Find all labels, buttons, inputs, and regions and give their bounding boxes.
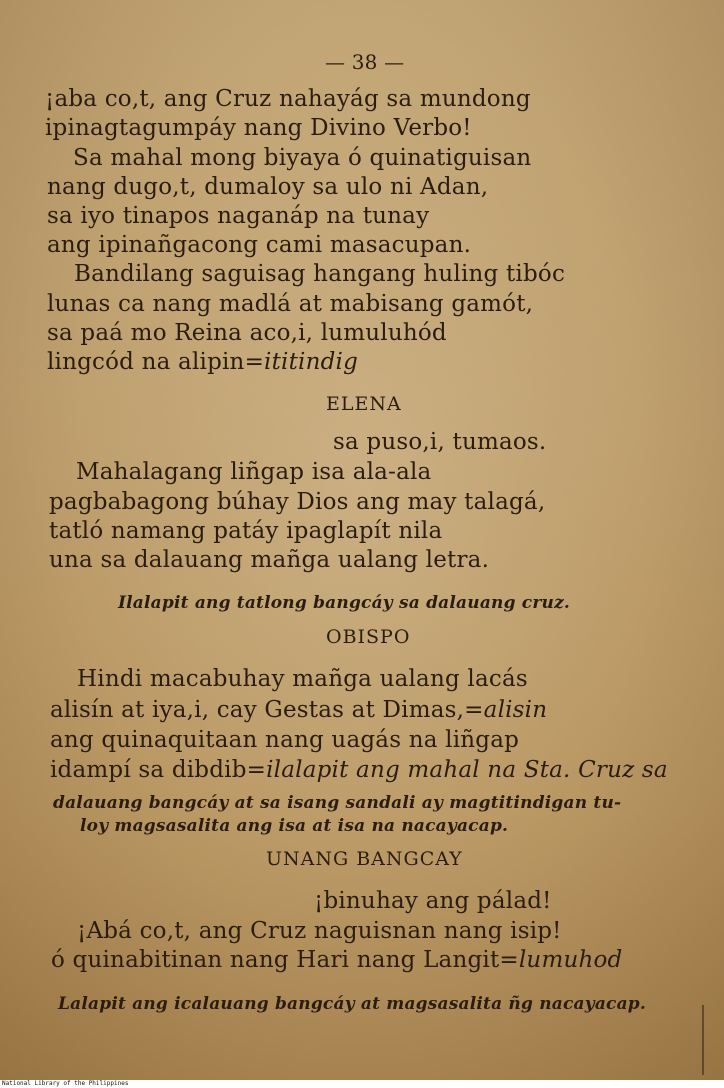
verse-line: sa iyo tinapos naganáp na tunay bbox=[47, 203, 430, 229]
stage-direction: loy magsasalita ang isa at isa na nacayacap. bbox=[80, 816, 509, 836]
stage-direction-inline: alisin bbox=[483, 697, 548, 723]
verse-line: ipinagtagumpáy nang Divino Verbo! bbox=[45, 115, 472, 141]
verse-line: Mahalagang liñgap isa ala-ala bbox=[76, 459, 432, 485]
verse-line: ¡aba co,t, ang Cruz nahayág sa mundong bbox=[45, 86, 531, 112]
stage-direction: Lalapit ang icalauang bangcáy at magsasalita ñg nacayacap. bbox=[58, 994, 647, 1014]
footer-credit: National Library of the Philippines bbox=[2, 1080, 129, 1087]
verse-line: Hindi macabuhay mañga ualang lacás bbox=[77, 666, 528, 692]
verse-line: ang quinaquitaan nang uagás na liñgap bbox=[50, 727, 520, 753]
speaker-heading: UNANG BANGCAY bbox=[266, 848, 463, 870]
verse-line: pagbabagong búhay Dios ang may talagá, bbox=[49, 489, 546, 515]
speaker-heading: ELENA bbox=[326, 393, 402, 415]
verse-line: lingcód na alipin=ititindig bbox=[47, 349, 359, 375]
verse-line: sa puso,i, tumaos. bbox=[333, 429, 547, 455]
verse-line: ang ipinañgacong cami masacupan. bbox=[47, 232, 472, 258]
page-number: — 38 — bbox=[325, 50, 405, 74]
verse-line: una sa dalauang mañga ualang letra. bbox=[49, 547, 490, 573]
stage-direction: Ilalapit ang tatlong bangcáy sa dalauang cruz. bbox=[118, 593, 571, 613]
verse-line: lunas ca nang madlá at mabisang gamót, bbox=[47, 291, 534, 317]
verse-line: idampí sa dibdib=ilalapit ang mahal na Sta. Cruz sa bbox=[50, 757, 668, 783]
verse-line: ¡binuhay ang pálad! bbox=[314, 888, 552, 914]
verse-line: sa paá mo Reina aco,i, lumuluhód bbox=[47, 320, 447, 346]
verse-line: ¡Abá co,t, ang Cruz naguisnan nang isip! bbox=[77, 918, 562, 944]
verse-line: alisín at iya,i, cay Gestas at Dimas,=alisin bbox=[50, 697, 548, 723]
stage-direction-inline: ititindig bbox=[264, 349, 359, 375]
stage-direction-inline: ilalapit ang mahal na Sta. Cruz sa bbox=[266, 757, 668, 783]
speaker-heading: OBISPO bbox=[326, 626, 411, 648]
verse-line: nang dugo,t, dumaloy sa ulo ni Adan, bbox=[47, 174, 489, 200]
verse-line: Sa mahal mong biyaya ó quinatiguisan bbox=[73, 145, 532, 171]
page-edge-mark bbox=[702, 1005, 704, 1075]
verse-line: tatló namang patáy ipaglapít nila bbox=[49, 518, 443, 544]
verse-line: ó quinabitinan nang Hari nang Langit=lumuhod bbox=[51, 947, 623, 973]
footer-bar bbox=[0, 1080, 724, 1088]
stage-direction: dalauang bangcáy at sa isang sandali ay magtitindigan tu- bbox=[53, 793, 622, 813]
verse-line: Bandilang saguisag hangang huling tibóc bbox=[74, 261, 566, 287]
stage-direction-inline: lumuhod bbox=[518, 947, 623, 973]
